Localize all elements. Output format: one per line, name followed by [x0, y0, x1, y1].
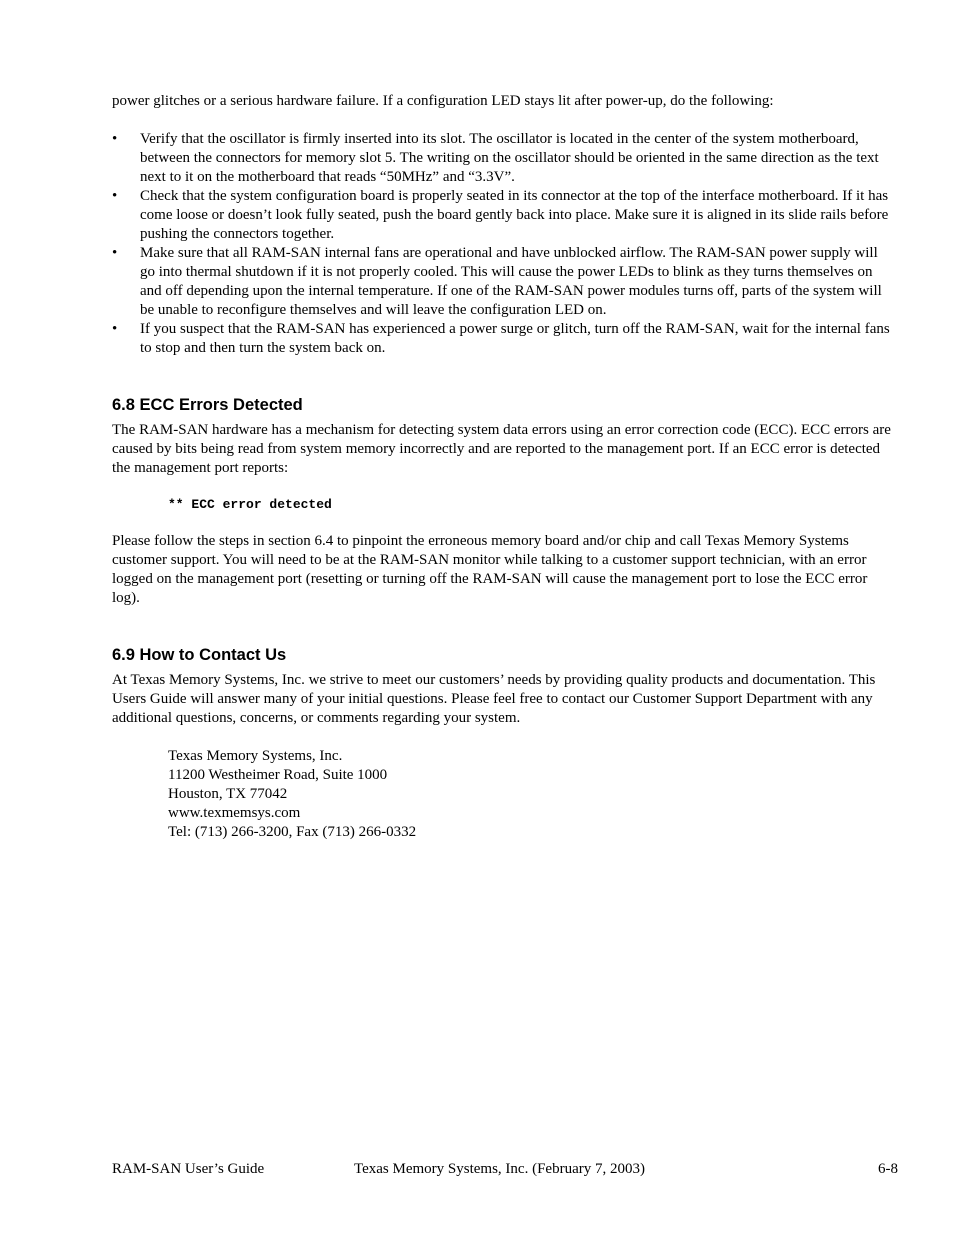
list-item: [112, 244, 892, 320]
list-item-text: If you suspect that the RAM-SAN has experienced a power surge or glitch, turn off the RAM-SAN, wait for the internal fans to stop and then turn the system back on.: [140, 321, 890, 356]
ecc-body-paragraph: The RAM-SAN hardware has a mechanism for detecting system data errors using an error correction code (ECC). ECC errors are caused by bits being read from system memory incorrectly and are reported to the management port. If an ECC error is detected the management port reports:: [112, 422, 891, 476]
contact-section-heading: 6.9 How to Contact Us: [112, 646, 287, 664]
troubleshooting-list: [112, 130, 892, 358]
bullet-icon: •: [112, 188, 118, 204]
ecc-followup-paragraph: Please follow the steps in section 6.4 to pinpoint the erroneous memory board and/or chip and call Texas Memory Systems customer support. You will need to be at the RAM-SAN monitor while talking to a customer support technician, with an error logged on the management port (resetting or turning off the RAM-SAN will cause the management port to lose the ECC error log).: [112, 533, 868, 606]
address-street: 11200 Westheimer Road, Suite 1000: [168, 767, 388, 783]
address-website: www.texmemsys.com: [168, 805, 301, 821]
ecc-code-sample: ** ECC error detected: [168, 497, 332, 512]
list-item-text: Check that the system configuration board is properly seated in its connector at the top of the interface motherboard. If it has come loose or doesn’t look fully seated, push the board gently back into place. Make sure it is aligned in its slide rails before pushing the connectors together.: [140, 188, 889, 242]
list-item-text: Verify that the oscillator is firmly inserted into its slot. The oscillator is located in the center of the system motherboard, between the connectors for memory slot 5. The writing on the oscillator should be oriented in the same direction as the text next to it on the motherboard that reads “50MHz” and “3.3V”.: [140, 131, 879, 185]
address-phone-fax: Tel: (713) 266-3200, Fax (713) 266-0332: [168, 824, 417, 840]
list-item: [112, 187, 892, 244]
page-content: [112, 92, 892, 842]
bullet-icon: •: [112, 321, 118, 337]
bullet-icon: •: [112, 245, 118, 261]
list-item: [112, 320, 892, 358]
contact-body-paragraph: At Texas Memory Systems, Inc. we strive to meet our customers’ needs by providing quality products and documentation. This Users Guide will answer many of your initial questions. Please feel free to contact our Customer Support Department with any additional questions, concerns, or comments regarding your system.: [112, 672, 876, 726]
intro-paragraph: power glitches or a serious hardware failure. If a configuration LED stays lit after power-up, do the following:: [112, 93, 774, 109]
address-city: Houston, TX 77042: [168, 786, 288, 802]
list-item-text: Make sure that all RAM-SAN internal fans are operational and have unblocked airflow. The RAM-SAN power supply will go into thermal shutdown if it is not properly cooled. This will cause the power LEDs to blink as they turns themselves on and off depending upon the internal temperature. If one of the RAM-SAN power modules turns off, parts of the system will be unable to reconfigure themselves and will leave the configuration LED on.: [140, 245, 882, 318]
page-footer: [112, 1160, 898, 1180]
contact-address-block: [168, 747, 892, 842]
bullet-icon: •: [112, 131, 118, 147]
footer-doc-title: RAM-SAN User’s Guide: [112, 1161, 265, 1177]
footer-page-number: 6-8: [878, 1161, 898, 1177]
footer-publisher: Texas Memory Systems, Inc. (February 7, 2003): [354, 1161, 645, 1177]
list-item: [112, 130, 892, 187]
ecc-section-heading: 6.8 ECC Errors Detected: [112, 396, 303, 414]
address-company: Texas Memory Systems, Inc.: [168, 748, 343, 764]
